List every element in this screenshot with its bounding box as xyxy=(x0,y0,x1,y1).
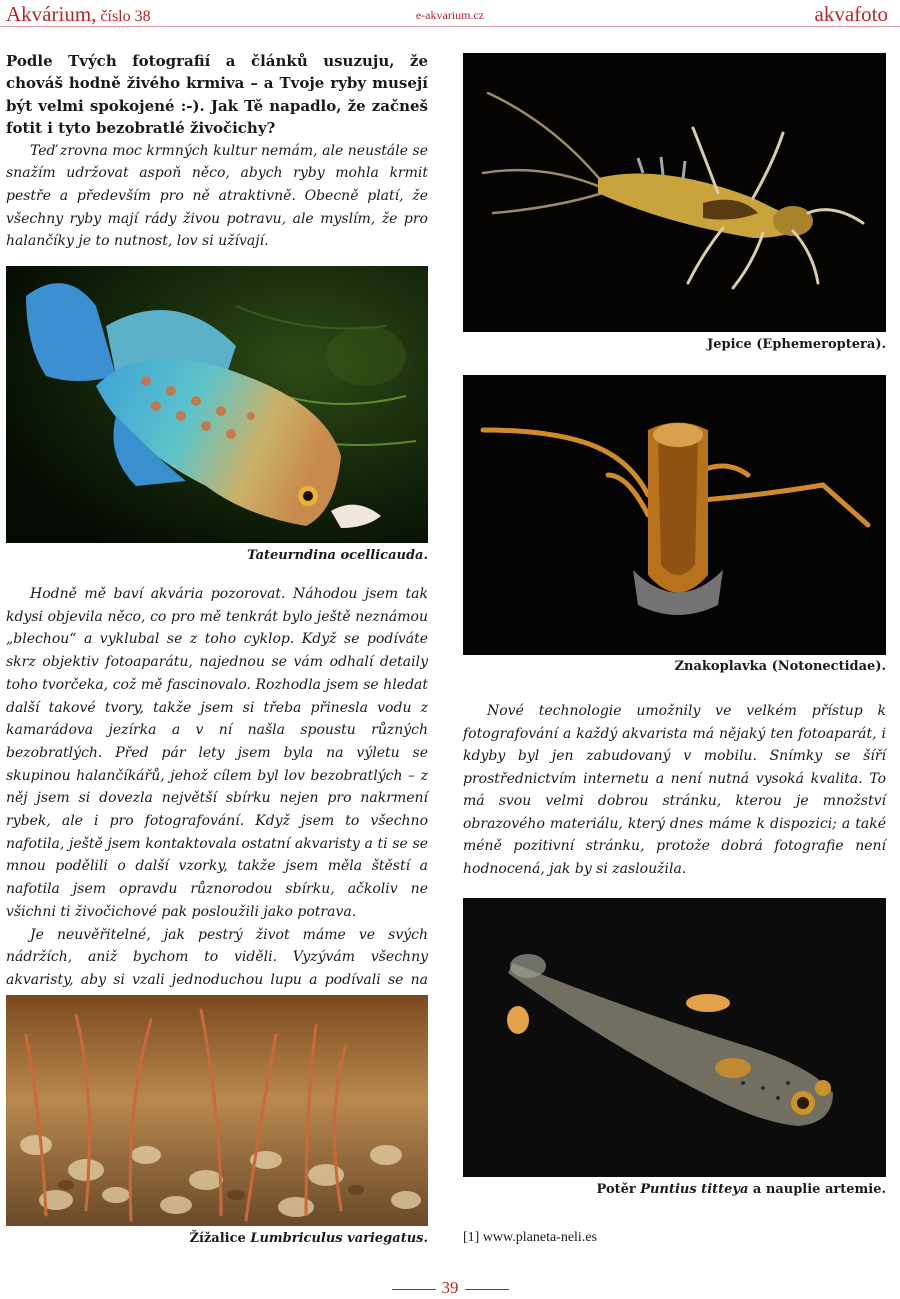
issue-number: číslo 38 xyxy=(100,8,151,25)
interview-question: Podle Tvých fotografií a článků usuzuju, že chováš hodně živého krmiva – a Tvoje ryby musejí být velmi spokojené :-). Jak Tě napadlo, že začneš fotit i tyto bezobratlé živočichy? xyxy=(6,52,428,138)
body-left xyxy=(6,583,428,1037)
photo-notonectidae xyxy=(463,375,886,655)
magazine-name: Akvárium, xyxy=(6,2,97,26)
photo-lumbriculus xyxy=(6,995,428,1226)
reference-link[interactable]: [1] www.planeta-neli.es xyxy=(463,1230,597,1245)
caption-notonectidae: Znakoplavka (Notonectidae). xyxy=(674,659,886,674)
caption-puntius xyxy=(463,1182,886,1197)
caption-puntius-suffix: a nauplie artemie. xyxy=(748,1182,886,1197)
caption-ephemeroptera: Jepice (Ephemeroptera). xyxy=(707,337,886,352)
interview-answer: Teď zrovna moc krmných kultur nemám, ale neustále se snažím udržovat aspoň něco, abych ryby mohla krmit pestře a především pro ně atraktivně. Obecně platí, že všechny ryby mají rády živou potravu, ale myslím, že pro halančíky je to nutnost, lov si užívají. xyxy=(6,142,428,250)
photo-puntius-fry xyxy=(463,898,886,1177)
photo-tateurndina xyxy=(6,266,428,543)
header-divider xyxy=(0,26,900,27)
paragraph-observation: Hodně mě baví akvária pozorovat. Náhodou jsem tak kdysi objevila něco, co pro mě tenkrát bylo ještě neznámou „blechou“ a vyklubal se z toho cyklop. Když se podíváte skrz objektiv fotoaparátu, najednou se vám odhalí detaily toho tvorčeka, což mě fascinovalo. Rozhodla jsem se hledat další takové tvory, takže jsem si třeba přinesla vodu z kamarádova jezírka a v ní našla spoustu různých bezobratlých. Před pár lety jsem byla na výletu se skupinou halančíkářů, jehož cílem byl lov bezobratlých – z něj jsem si dovezla největší sbírku nejen pro nakrmení rybek, ale i pro fotografování. Když jsem to všechno nafotila, ještě jsem kontaktovala ostatní akvaristy a ti se se mnou podělili o další vzorky, takže jsem měla štěstí a nafotila jsem opravdu různorodou sbírku, ačkoliv ne všichni ti živočichové pak posloužili jako potrava. xyxy=(6,586,428,920)
website-link[interactable]: e-akvarium.cz xyxy=(415,8,485,22)
page-header xyxy=(0,0,900,27)
paragraph-technology: Nové technologie umožnily ve velkém přístup k fotografování a každý akvarista má nějaký ten fotoaparát, i kdyby byl jen zabudovaný v mobilu. Snímky se šíří prostřednictvím internetu a není nutná vysoká kvalita. To má svou velmi dobrou stránku, kterou je množství obrazového materiálu, který dnes máme k dispozici; a také méně pozitivní stránku, protože dobrá fotografie není hodnocená, jak by si zasloužila. xyxy=(463,703,886,877)
caption-lumbriculus-prefix: Žížalice xyxy=(189,1231,251,1246)
footer-line-left xyxy=(392,1289,436,1290)
page-number: 39 xyxy=(441,1278,459,1297)
section-title: akvafoto xyxy=(814,2,888,26)
paragraph-invitation: Je neuvěřitelné, jak pestrý život máme ve svých nádržích, aniž bychom to viděli. Vyzývám všechny akvaristy, aby si vzali jednoduchou lupu a podívali se na xyxy=(6,926,428,988)
caption-puntius-species: Puntius titteya xyxy=(640,1182,749,1197)
intro-block xyxy=(6,50,428,253)
body-right xyxy=(463,700,886,880)
caption-tateurndina xyxy=(6,548,428,563)
caption-puntius-prefix: Potěr xyxy=(596,1182,641,1197)
caption-tateurndina-text: Tateurndina ocellicauda. xyxy=(247,548,428,563)
caption-lumbriculus xyxy=(6,1231,428,1246)
page-number-footer xyxy=(0,1278,900,1298)
footer-line-right xyxy=(465,1289,509,1290)
caption-lumbriculus-species: Lumbriculus variegatus. xyxy=(250,1231,428,1246)
photo-ephemeroptera xyxy=(463,53,886,332)
